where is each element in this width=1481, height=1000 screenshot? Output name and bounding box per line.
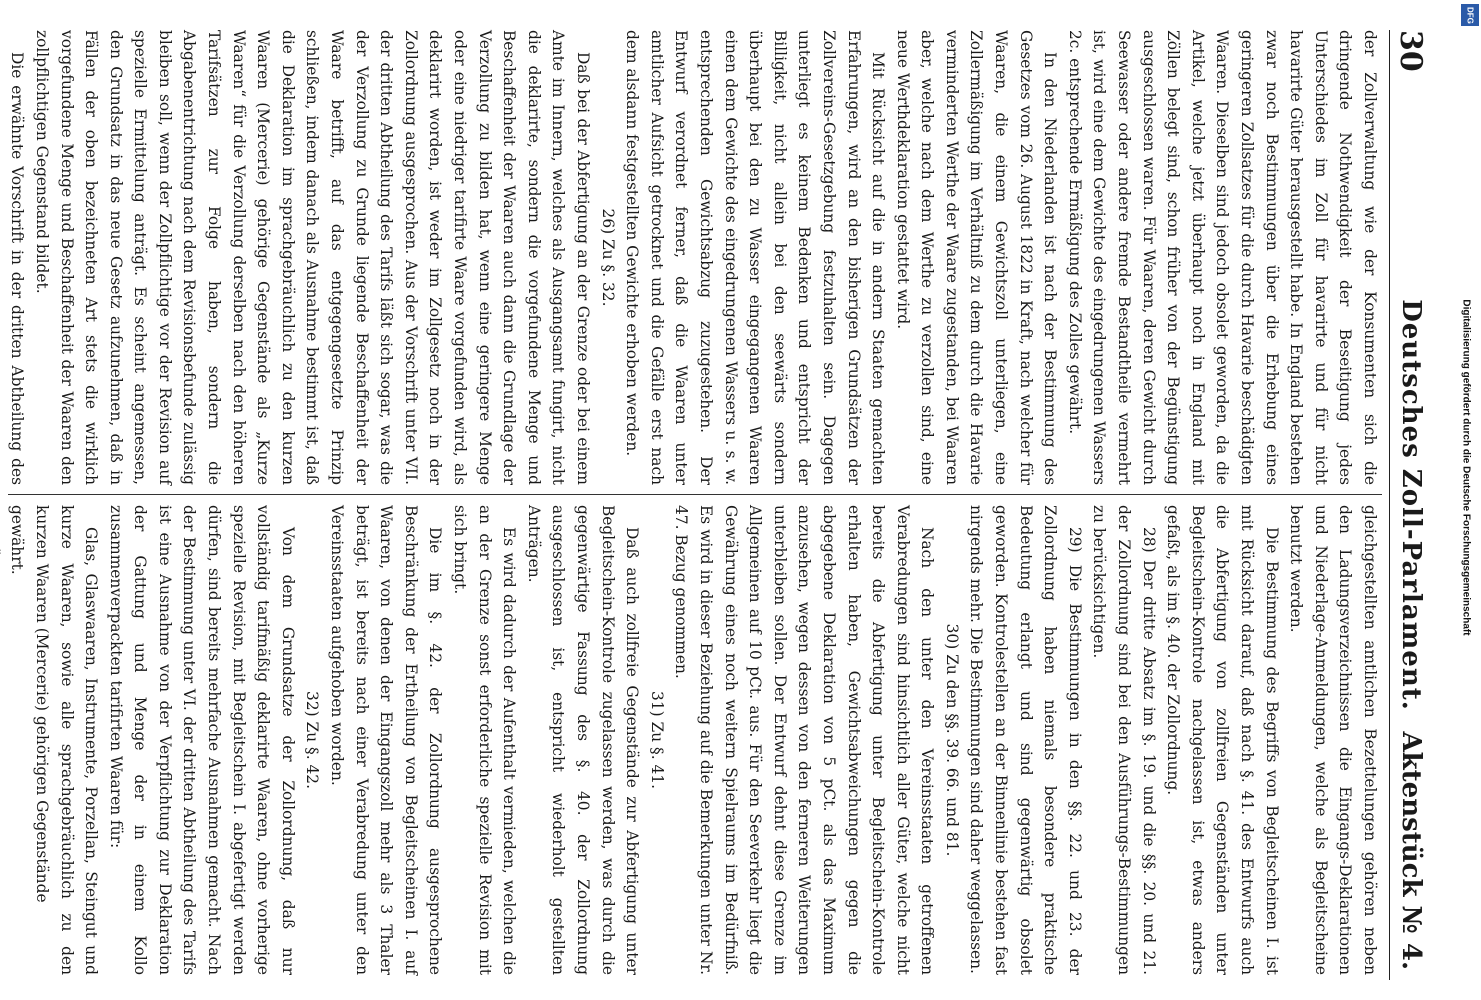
paragraph: Die im §. 42. der Zollordnung ausgesprochene Beschränkung der Ertheilung von Begleitscheinen I. auf Waaren, von denen der Eingangszoll mehr als 3 Thaler beträgt, ist bereits nach einer Verabredung unter den Vereinsstaaten aufgehoben worden. [328,505,445,975]
section-heading: 30) Zu den §§. 39. 66. und 81. [942,623,961,857]
section-heading: 26) Zu §. 32. [598,208,617,307]
paragraph: Die Bestimmung des Begriffs von Begleitscheinen I. ist mit Rücksicht darauf, daß nach §. 41. des Entwurfs auch die Abfertigung von zollfreien Gegenständen unter Begleitschein-Kontrole nachgelassen ist, etwas anders gefaßt, als im §. 40. der Zollordnung. [1164,505,1281,975]
paragraph: gewährt. [8,505,27,575]
paragraph: 29) Die Bestimmungen in den §§. 22. und 23. der Zollordnung haben niemals besondere praktische Bedeutung erlangt und sind gegenwärtig obsolet geworden. Kontrolestellen an der Binnenlinie bestehen fast nirgends mehr. Die Bestimmungen sind daher weggelassen. [967,505,1084,975]
digitization-note-text: Digitalisierung gefördert durch die Deutsche Forschungsgemeinschaft [1460,299,1472,636]
column-divider [8,494,1382,495]
document-reference: Aktenstück № 4. [1396,731,1426,970]
paragraph: Die erwähnte Vorschrift in der dritten Abtheilung des [8,52,27,485]
paragraph: gleichgestellten amtlichen Bezettelungen gehören neben den Ladungsverzeichnissen die Eingangs-Deklarationen und Niederlage-Anmeldungen, welche als Begleitscheine benutzt werden. [1287,505,1379,975]
paragraph: Es wird dadurch der Aufenthalt vermieden, welchen die an der Grenze sonst erforderliche spezielle Revision mit sich bringt. [451,505,519,975]
dfg-logo: DFG [1461,4,1479,26]
paragraph: Daß bei der Abfertigung an der Grenze oder bei einem Amte im Innern, welches als Ausgangsamt fungirt, nicht die deklarirte, sondern die vorgefundene Menge und Beschaffenheit der Waaren auch dann die Grundlage der Verzollung zu bilden hat, wenn eine geringere Menge oder eine niedriger tarifirte Waare vorgefunden wird, als deklarirt worden, ist weder im Zollgesetz noch in der Zollordnung ausgesprochen. Aus der Vorschrift unter VII. der dritten Abtheilung des Tarifs läßt sich sogar, was die der Verzollung zu Grunde liegende Beschaffenheit der Waare betrifft, auf das entgegengesetzte Prinzip schließen, indem danach als Ausnahme bestimmt ist, daß die Deklaration im sprachgebräuchlich zu den kurzen Waaren (Mercerie) gehörige Gegenstände als „Kurze Waaren“ für die Verzollung derselben nach den höheren Tarifsätzen zur Folge haben, sondern die Abgabenentrichtung nach dem Revisionsbefunde zulässig bleiben soll, wenn der Zollpflichtige vor der Revision auf spezielle Ermittelung anträgt. Es scheint angemessen, den Grundsatz in das neue Gesetz aufzunehmen, daß in Fällen der oben bezeichneten Art stets die wirklich vorgefundene Menge und Beschaffenheit der Waaren den zollpflichtigen Gegenstand bildet. [32,30,592,485]
paragraph: Von dem Grundsatze der Zollordnung, daß nur vollständig tarifmäßig deklarirte Waaren, ohne vorherige spezielle Revision, mit Begleitschein I. abgefertigt werden dürfen, sind bereits mehrfache Ausnahmen gemacht. Nach der Bestimmung unter VI. der dritten Abtheilung des Tarifs ist eine Ausnahme von der Verpflichtung zur Deklaration der Gattung und Menge der in einem Kollo zusammenverpackten tarifirten Waaren für: [106,505,297,975]
page-header [1389,30,1434,980]
page-title: Deutsches Zoll-Parlament. [1396,299,1426,711]
page-number: 30 [1393,30,1428,72]
paragraph: Glas, Glaswaaren, Instrumente, Porzellan, Steingut und kurze Waaren, sowie alle sprachgebräuchlich zu den kurzen Waaren (Mercerie) gehörigen Gegenstände [32,505,101,975]
section-heading: 31) Zu §. 41. [647,691,666,789]
paragraph: In den Niederlanden ist nach der Bestimmung des Gesetzes vom 26. August 1822 in Kraft, nach welcher für Waaren, die einem Gewichtszoll unterliegen, eine Zollermäßigung im Verhältniß zu dem durch die Havarie verminderten Werthe der Waare zugestanden, bei Waaren aber, welche nach dem Werthe zu verzollen sind, eine neue Werthdeklaration gestattet wird. [893,30,1060,485]
paragraph: Nach den unter den Vereinsstaaten getroffenen Verabredungen sind hinsichtlich aller Güter, welche nicht bereits die Abfertigung unter Begleitschein-Kontrole erhalten haben, Gewichtsabweichungen gegen die abgegebene Deklaration von 5 pCt. als das Maximum anzusehen, wegen dessen von den ferneren Weiterungen unterbleiben sollen. Der Entwurf dehnt diese Grenze im Allgemeinen auf 10 pCt. aus. Für den Seeverkehr liegt die Gewährung eines noch weitern Spielraums im Bedürfniß. Es wird in dieser Beziehung auf die Bemerkungen unter Nr. 47. Bezug genommen. [672,505,937,975]
section-heading: 32) Zu §. 42. [303,691,322,789]
paragraph: der Zollverwaltung wie der Konsumenten sich die dringende Nothwendigkeit der Beseitigung jedes Unterschiedes im Zoll für havarirte und für nicht havarirte Güter herausgestellt habe. In England bestehen zwar noch Bestimmungen über die Erhebung eines geringeren Zollsatzes für die durch Havarie beschädigten Waaren. Dieselben sind jedoch obsolet geworden, da die Artikel, welche jetzt überhaupt noch in England mit Zöllen belegt sind, schon früher von der Begünstigung ausgeschlossen waren. Für Waaren, deren Gewicht durch Seewasser oder andere fremde Bestandtheile vermehrt ist, wird eine dem Gewichte des eingedrungenen Wassers 2c. entsprechende Ermäßigung des Zolles gewährt. [1065,30,1379,485]
paragraph: Daß auch zollfreie Gegenstände zur Abfertigung unter Begleitschein-Kontrole zugelassen werden, was durch die gegenwärtige Fassung des §. 40. der Zollordnung ausgeschlossen ist, entspricht wiederholt gestellten Anträgen. [524,505,642,975]
paragraph [0,505,5,975]
right-text-column [8,505,1382,975]
paragraph: Mit Rücksicht auf die in andern Staaten gemachten Erfahrungen, wird an den bisherigen Grundsätzen der Zollvereins-Gesetzgebung festzuhalten sein. Dagegen unterliegt es keinem Bedenken und entspricht der Billigkeit, nicht allein bei den seewärts sondern überhaupt bei den zu Wasser eingegangenen Waaren einen dem Gewichte des eingedrungenen Wassers u. s. w. entsprechenden Gewichtsabzug zuzugestehen. Der Entwurf verordnet ferner, daß die Waaren unter amtlicher Aufsicht getrocknet und die Gefälle erst nach dem alsdann festgestellten Gewichte erhoben werden. [623,30,888,485]
paragraph: 28) Der dritte Absatz im §. 19. und die §§. 20. und 21. der Zollordnung sind bei den Ausführungs-Bestimmungen zu berücksichtigen. [1090,505,1158,975]
left-text-column [8,30,1382,485]
